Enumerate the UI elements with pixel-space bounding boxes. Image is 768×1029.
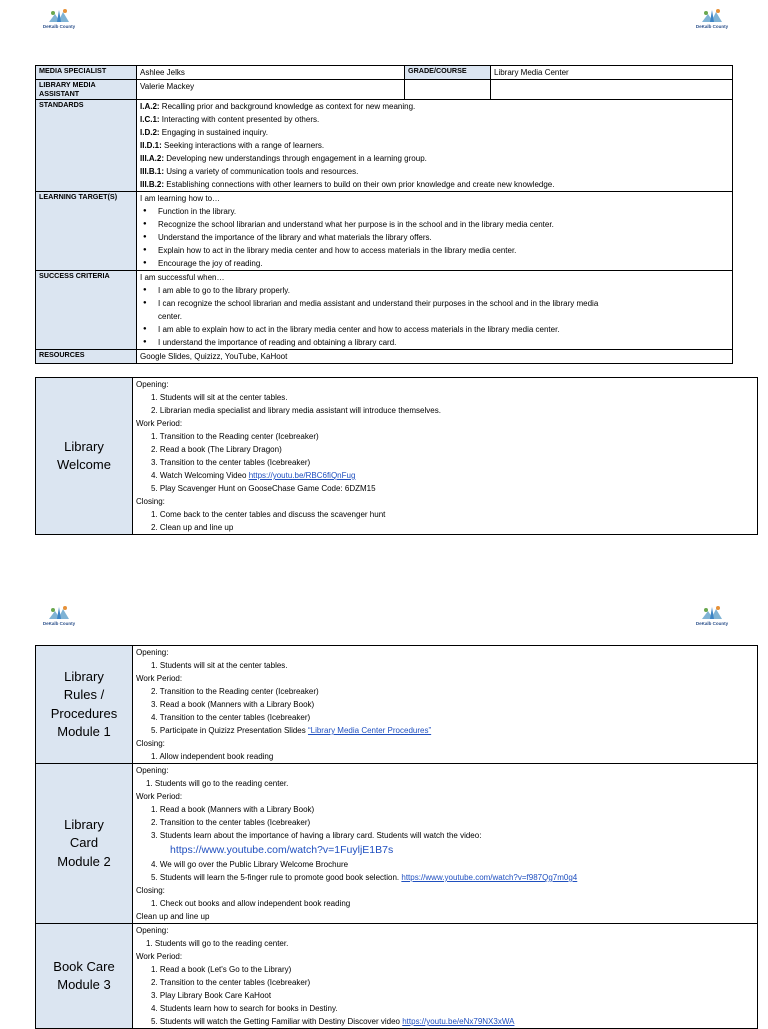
list-item: 3. Transition to the center tables (Icebreaker): [151, 458, 311, 467]
success-criteria-list: [137, 271, 733, 350]
target-item: ● Explain how to act in the library media center and how to access materials in the library media center.: [140, 244, 729, 257]
standard-item: I.C.1: Interacting with content presented by others.: [140, 115, 320, 124]
list-item: 1. Students will sit at the center tables.: [151, 661, 288, 670]
target-item: ● Understand the importance of the library and what materials the library offers.: [140, 231, 729, 244]
opening-heading: Opening:: [136, 926, 169, 935]
opening-heading: Opening:: [136, 766, 169, 775]
list-item: 1. Read a book (Manners with a Library Book): [151, 805, 315, 814]
list-item: 1. Transition to the Reading center (Icebreaker): [151, 432, 319, 441]
dekalb-logo-right-2: [690, 605, 734, 631]
criteria-item: ● I understand the importance of reading and obtaining a library card.: [140, 336, 729, 349]
closing-heading: Closing:: [136, 739, 165, 748]
standard-item: II.D.1: Seeking interactions with a range of learners.: [140, 141, 325, 150]
list-item: 4. We will go over the Public Library Welcome Brochure: [151, 860, 349, 869]
list-item: 5. Students will watch the Getting Familiar with Destiny Discover video https://youtu.be/eNx79NX3xWA: [151, 1017, 515, 1026]
media-specialist-label: MEDIA SPECIALIST: [36, 66, 137, 80]
work-period-heading: Work Period:: [136, 952, 183, 961]
logo-caption: DeKalb County: [695, 24, 729, 29]
target-item: ● Recognize the school librarian and understand what her purpose is in the school and in the library media center.: [140, 218, 729, 231]
grade-course-label: GRADE/COURSE: [405, 66, 491, 80]
logo-caption: DeKalb County: [42, 24, 76, 29]
targets-intro: I am learning how to…: [140, 194, 221, 203]
module1-plan: [133, 646, 758, 764]
criteria-item-continued: center.: [158, 312, 183, 321]
list-item: 5. Students will learn the 5-finger rule to promote good book selection. https://www.youtube.com/watch?v=f987Qg7m0g4: [151, 873, 578, 882]
standard-item: III.A.2: Developing new understandings through engagement in a learning group.: [140, 154, 427, 163]
welcome-video-link[interactable]: https://youtu.be/RBC6fiQnFug: [248, 471, 356, 480]
resources-value: Google Slides, Quizizz, YouTube, KaHoot: [137, 350, 733, 364]
closing-heading: Closing:: [136, 497, 165, 506]
dekalb-logo-right: [690, 8, 734, 34]
standards-label: STANDARDS: [36, 100, 137, 192]
learning-targets-label: LEARNING TARGET(S): [36, 192, 137, 271]
list-item: 1. Read a book (Let's Go to the Library): [151, 965, 292, 974]
list-item: 3. Play Library Book Care KaHoot: [151, 991, 272, 1000]
list-item: 1. Allow independent book reading: [151, 752, 274, 761]
list-item: 2. Clean up and line up: [151, 523, 234, 532]
welcome-plan: [133, 378, 758, 535]
list-item: 1. Students will go to the reading center.: [146, 779, 289, 788]
list-item: 2. Transition to the center tables (Icebreaker): [151, 978, 311, 987]
list-item: 5. Play Scavenger Hunt on GooseChase Game Code: 6DZM15: [151, 484, 376, 493]
quizizz-slides-link[interactable]: “Library Media Center Procedures”: [307, 726, 432, 735]
closing-heading: Closing:: [136, 886, 165, 895]
opening-heading: Opening:: [136, 380, 169, 389]
criteria-item: ● I am able to go to the library properly.: [140, 284, 729, 297]
module3-title: Book Care Module 3: [36, 924, 133, 1029]
work-period-heading: Work Period:: [136, 419, 183, 428]
criteria-item: ● I can recognize the school librarian and media assistant and understand their purposes in the school and in the library media: [140, 297, 729, 310]
dekalb-logo-left: [37, 8, 81, 34]
standards-list: [137, 100, 733, 192]
list-item: 2. Transition to the Reading center (Icebreaker): [151, 687, 319, 696]
dekalb-logo-left-2: [37, 605, 81, 631]
media-specialist-value: Ashlee Jelks: [137, 66, 405, 80]
lesson-info-table: [35, 65, 733, 364]
welcome-title: Library Welcome: [36, 378, 133, 535]
list-item: 2. Read a book (The Library Dragon): [151, 445, 282, 454]
list-item: 2. Transition to the center tables (Icebreaker): [151, 818, 311, 827]
list-item: 3. Students learn about the importance of having a library card. Students will watch the video:: [151, 831, 482, 840]
criteria-item: ● I am able to explain how to act in the library media center and how to access materials in the library media center.: [140, 323, 729, 336]
module2-title: Library Card Module 2: [36, 764, 133, 924]
learning-targets-list: [137, 192, 733, 271]
standard-item: III.B.1: Using a variety of communication tools and resources.: [140, 167, 359, 176]
list-item: 4. Watch Welcoming Video https://youtu.be/RBC6fiQnFug: [151, 471, 356, 480]
grade-course-value: Library Media Center: [491, 66, 733, 80]
list-item: 1. Students will go to the reading center.: [146, 939, 289, 948]
modules-table: [35, 645, 758, 1029]
target-item: ● Encourage the joy of reading.: [140, 257, 729, 270]
resources-label: RESOURCES: [36, 350, 137, 364]
assistant-value: Valerie Mackey: [137, 80, 405, 100]
opening-heading: Opening:: [136, 648, 169, 657]
list-item: 4. Transition to the center tables (Icebreaker): [151, 713, 311, 722]
list-item: 5. Participate in Quizizz Presentation Slides “Library Media Center Procedures”: [151, 726, 432, 735]
standard-item: I.A.2: Recalling prior and background knowledge as context for new meaning.: [140, 102, 416, 111]
list-item: Clean up and line up: [136, 912, 210, 921]
module2-plan: [133, 764, 758, 924]
list-item: 1. Check out books and allow independent book reading: [151, 899, 351, 908]
module3-plan: [133, 924, 758, 1029]
list-item: 4. Students learn how to search for books in Destiny.: [151, 1004, 338, 1013]
welcome-table: [35, 377, 758, 535]
list-item: 2. Librarian media specialist and library media assistant will introduce themselves.: [151, 406, 441, 415]
logo-caption: DeKalb County: [695, 621, 729, 626]
criteria-intro: I am successful when…: [140, 273, 225, 282]
list-item: 1. Students will sit at the center tables.: [151, 393, 288, 402]
success-criteria-label: SUCCESS CRITERIA: [36, 271, 137, 350]
standard-item: III.B.2: Establishing connections with other learners to build on their own prior knowledge and create new knowledge.: [140, 180, 555, 189]
module1-title: Library Rules / Procedures Module 1: [36, 646, 133, 764]
target-item: ● Function in the library.: [140, 205, 729, 218]
standard-item: I.D.2: Engaging in sustained inquiry.: [140, 128, 268, 137]
list-item: 1. Come back to the center tables and discuss the scavenger hunt: [151, 510, 386, 519]
assistant-label: LIBRARY MEDIA ASSISTANT: [36, 80, 137, 100]
work-period-heading: Work Period:: [136, 792, 183, 801]
logo-caption: DeKalb County: [42, 621, 76, 626]
work-period-heading: Work Period:: [136, 674, 183, 683]
library-card-video-link[interactable]: https://www.youtube.com/watch?v=1FuyljE1B7s: [170, 844, 394, 856]
list-item: 3. Read a book (Manners with a Library Book): [151, 700, 315, 709]
destiny-video-link[interactable]: https://youtu.be/eNx79NX3xWA: [402, 1017, 515, 1026]
five-finger-rule-link[interactable]: https://www.youtube.com/watch?v=f987Qg7m0g4: [401, 873, 578, 882]
